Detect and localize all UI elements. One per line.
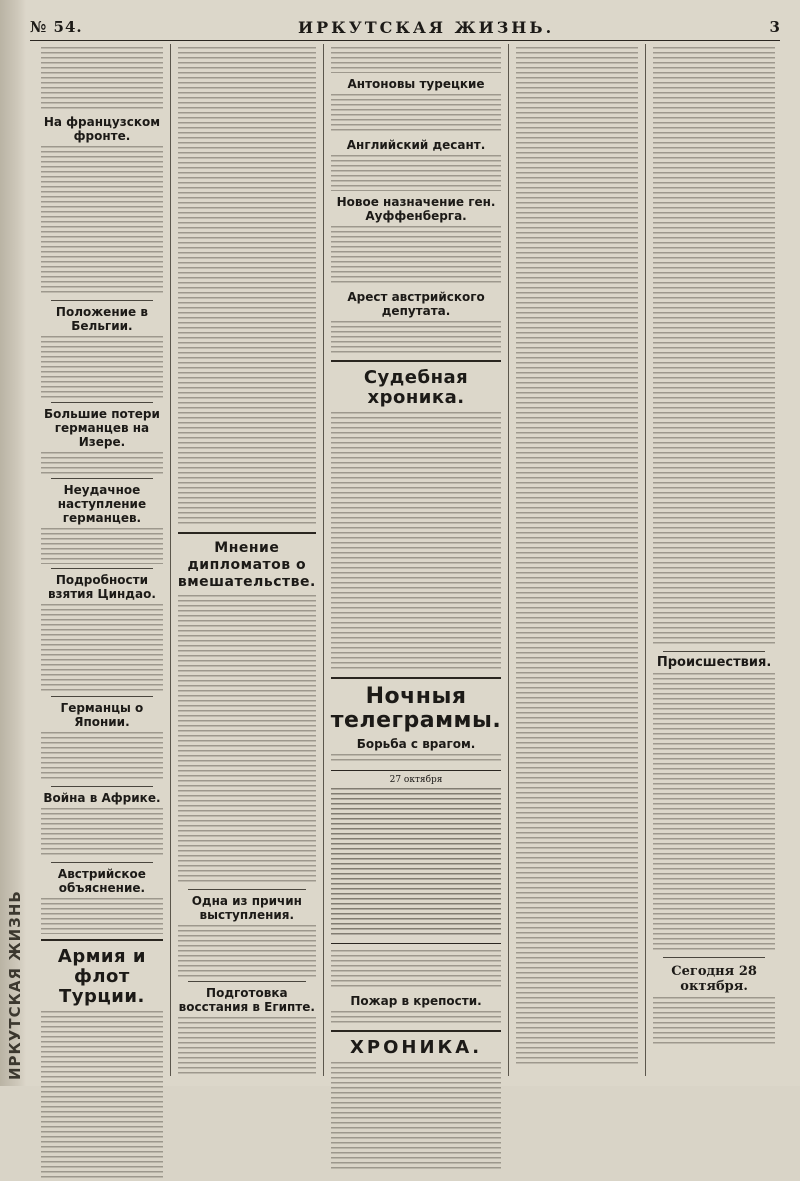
text-block	[41, 47, 163, 111]
headline: Положение в Бельгии.	[55, 305, 148, 333]
headline-large: Армия и флот Турции.	[57, 946, 146, 1007]
text-block	[41, 898, 163, 934]
newspaper-title: ИРКУТСКАЯ ЖИЗНЬ.	[298, 17, 555, 37]
divider	[51, 402, 153, 403]
text-block	[178, 1017, 316, 1077]
headline: На французском фронте.	[43, 115, 161, 143]
text-block	[516, 47, 638, 1067]
text-block	[41, 528, 163, 564]
divider	[51, 300, 153, 301]
divider	[51, 786, 153, 787]
headline: Война в Африке.	[43, 791, 161, 805]
today-date-heading: Сегодня 28 октября.	[671, 964, 757, 994]
night-telegrams	[331, 770, 502, 944]
headline: Подготовка восстания в Египте.	[178, 986, 315, 1014]
text-block	[178, 925, 316, 977]
headline: Пожар в крепости.	[350, 994, 482, 1008]
text-block	[331, 1062, 502, 1172]
headline: Одна из причин выступления.	[191, 894, 302, 922]
headline-large: Ночныя телеграммы.	[330, 684, 502, 733]
column-3	[323, 44, 509, 1076]
headline-large: Судебная хроника.	[363, 367, 469, 408]
divider	[51, 568, 153, 569]
divider	[51, 478, 153, 479]
divider	[188, 889, 306, 890]
column-2	[170, 44, 323, 1076]
text-block	[331, 94, 502, 134]
text-block	[41, 452, 163, 474]
text-block	[331, 1011, 502, 1025]
telegram-date: 27 октября	[389, 775, 443, 785]
headline: Происшествия.	[656, 655, 772, 670]
text-block	[331, 950, 502, 990]
text-block	[653, 47, 775, 647]
headline: Арест австрийского депутата.	[347, 290, 485, 318]
headline: Борьба с врагом.	[356, 737, 476, 751]
text-block	[331, 754, 502, 764]
text-block	[41, 732, 163, 782]
column-1	[34, 44, 170, 1076]
text-block	[331, 788, 502, 938]
divider	[331, 677, 502, 679]
divider	[51, 696, 153, 697]
text-block	[41, 808, 163, 858]
columns	[34, 44, 782, 1076]
text-block	[331, 155, 502, 191]
running-head	[30, 14, 780, 41]
issue-number: № 54.	[30, 18, 83, 36]
headline-large: Мнение дипломатов о вмешательстве.	[177, 540, 316, 590]
text-block	[41, 604, 163, 692]
divider	[663, 957, 765, 958]
divider	[41, 939, 163, 941]
text-block	[331, 412, 502, 672]
text-block	[178, 595, 316, 885]
divider	[331, 1030, 502, 1032]
page-number: 3	[769, 18, 780, 36]
text-block	[41, 336, 163, 398]
divider	[188, 981, 306, 982]
text-block	[41, 1011, 163, 1181]
headline: Новое назначение ген. Ауффенберга.	[336, 195, 496, 223]
divider	[663, 651, 765, 652]
divider	[51, 862, 153, 863]
headline-large: ХРОНИКА.	[350, 1037, 483, 1058]
text-block	[653, 673, 775, 953]
margin-stamp: ИРКУТСКАЯ ЖИЗНЬ	[6, 890, 24, 1080]
text-block	[653, 997, 775, 1047]
divider	[178, 532, 316, 534]
text-block	[41, 146, 163, 296]
headline: Германцы о Японии.	[60, 701, 144, 729]
column-5	[645, 44, 782, 1076]
text-block	[331, 226, 502, 286]
headline: Английский десант.	[346, 138, 486, 152]
column-4	[508, 44, 645, 1076]
headline: Австрийское объяснение.	[57, 867, 146, 895]
text-block	[331, 321, 502, 355]
text-block	[178, 47, 316, 527]
headline: Неудачное наступление германцев.	[57, 483, 147, 525]
headline: Подробности взятия Циндао.	[47, 573, 156, 601]
text-block	[331, 47, 502, 73]
divider	[331, 360, 502, 362]
headline: Большие потери германцев на Изере.	[43, 407, 160, 449]
headline: Антоновы турецкие	[347, 77, 485, 91]
